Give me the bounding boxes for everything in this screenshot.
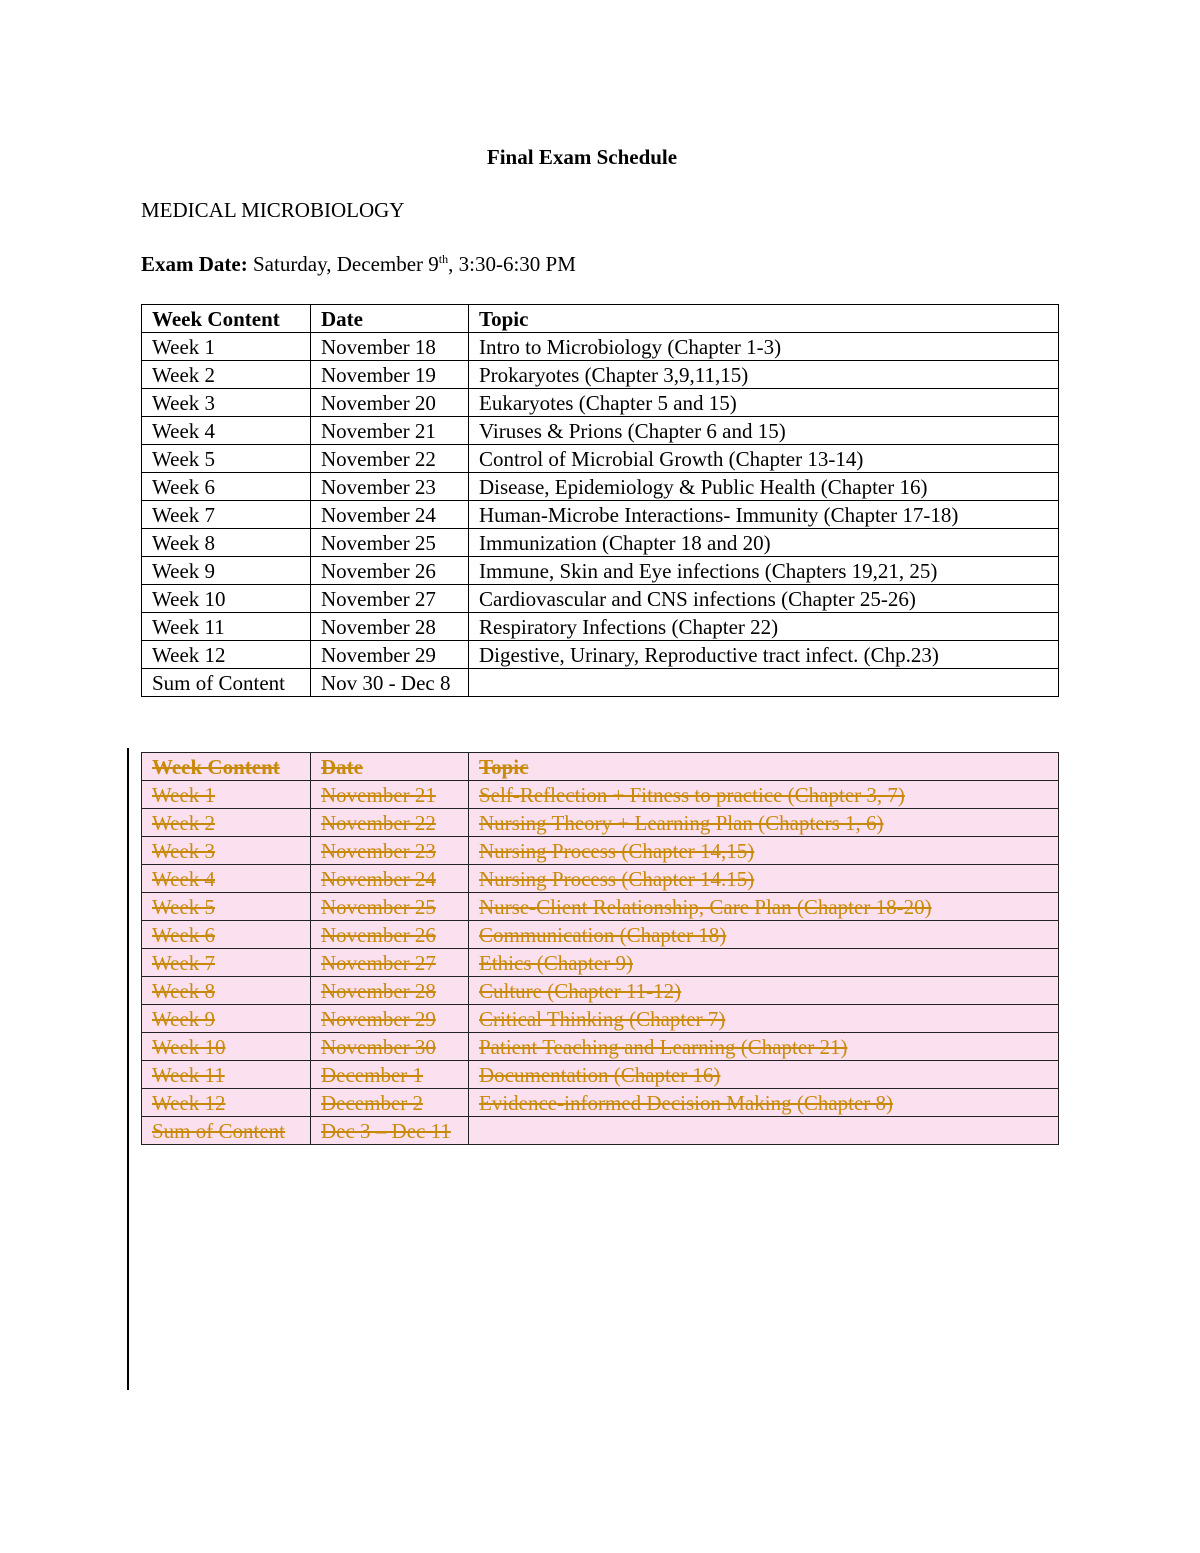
cell-week: Week 7 xyxy=(142,501,311,529)
table-row xyxy=(142,641,1059,669)
cell-week: Week 5 xyxy=(142,445,311,473)
cell-week: Week 12 xyxy=(142,641,311,669)
table-header-row xyxy=(142,753,1059,781)
table-row xyxy=(142,361,1059,389)
table-row xyxy=(142,977,1059,1005)
cell-topic: Nursing Theory + Learning Plan (Chapters 1, 6) xyxy=(469,809,1059,837)
header-topic: Topic xyxy=(469,305,1059,333)
cell-topic: Disease, Epidemiology & Public Health (Chapter 16) xyxy=(469,473,1059,501)
cell-date: November 28 xyxy=(311,613,469,641)
cell-date: November 20 xyxy=(311,389,469,417)
cell-date: Dec 3 – Dec 11 xyxy=(311,1117,469,1145)
header-date: Date xyxy=(311,305,469,333)
exam-date-line xyxy=(141,251,576,277)
cell-date: November 18 xyxy=(311,333,469,361)
table-row xyxy=(142,949,1059,977)
cell-date: November 26 xyxy=(311,921,469,949)
table-row xyxy=(142,865,1059,893)
cell-week: Week 1 xyxy=(142,333,311,361)
cell-week: Week 4 xyxy=(142,865,311,893)
cell-date: November 23 xyxy=(311,473,469,501)
table-row xyxy=(142,1089,1059,1117)
table-row xyxy=(142,585,1059,613)
cell-topic: Human-Microbe Interactions- Immunity (Chapter 17-18) xyxy=(469,501,1059,529)
table-row xyxy=(142,893,1059,921)
cell-week: Sum of Content xyxy=(142,1117,311,1145)
cell-date: November 23 xyxy=(311,837,469,865)
cell-topic: Critical Thinking (Chapter 7) xyxy=(469,1005,1059,1033)
exam-date-label: Exam Date: xyxy=(141,252,248,276)
cell-date: November 30 xyxy=(311,1033,469,1061)
cell-topic: Digestive, Urinary, Reproductive tract infect. (Chp.23) xyxy=(469,641,1059,669)
cell-date: November 21 xyxy=(311,417,469,445)
table-row xyxy=(142,837,1059,865)
cell-date: November 21 xyxy=(311,781,469,809)
exam-date-suffix: th xyxy=(438,252,449,266)
table-row xyxy=(142,809,1059,837)
cell-topic: Nurse-Client Relationship, Care Plan (Chapter 18-20) xyxy=(469,893,1059,921)
table-row xyxy=(142,445,1059,473)
cell-week: Week 5 xyxy=(142,893,311,921)
cell-topic: Eukaryotes (Chapter 5 and 15) xyxy=(469,389,1059,417)
cell-date: November 25 xyxy=(311,893,469,921)
page-title: Final Exam Schedule xyxy=(486,145,678,169)
table-row xyxy=(142,501,1059,529)
table-row xyxy=(142,613,1059,641)
cell-date: November 26 xyxy=(311,557,469,585)
cell-topic: Evidence-informed Decision Making (Chapter 8) xyxy=(469,1089,1059,1117)
cell-topic: Intro to Microbiology (Chapter 1-3) xyxy=(469,333,1059,361)
cell-topic: Self-Reflection + Fitness to practice (Chapter 3, 7) xyxy=(469,781,1059,809)
cell-topic: Nursing Process (Chapter 14.15) xyxy=(469,865,1059,893)
cell-date: November 25 xyxy=(311,529,469,557)
cell-topic xyxy=(469,669,1059,697)
cell-week: Week 11 xyxy=(142,1061,311,1089)
cell-topic: Patient Teaching and Learning (Chapter 21) xyxy=(469,1033,1059,1061)
course-name: MEDICAL MICROBIOLOGY xyxy=(141,198,405,222)
cell-week: Week 7 xyxy=(142,949,311,977)
cell-date: November 24 xyxy=(311,501,469,529)
table-row xyxy=(142,557,1059,585)
cell-week: Week 9 xyxy=(142,1005,311,1033)
cell-week: Week 4 xyxy=(142,417,311,445)
cell-date: November 29 xyxy=(311,641,469,669)
table-row xyxy=(142,1005,1059,1033)
cell-date: November 29 xyxy=(311,1005,469,1033)
cell-topic: Nursing Process (Chapter 14,15) xyxy=(469,837,1059,865)
cell-date: December 1 xyxy=(311,1061,469,1089)
cell-date: November 27 xyxy=(311,585,469,613)
cell-week: Week 6 xyxy=(142,473,311,501)
cell-date: November 19 xyxy=(311,361,469,389)
microbiology-schedule-table xyxy=(141,304,1059,697)
cell-topic: Prokaryotes (Chapter 3,9,11,15) xyxy=(469,361,1059,389)
cell-week: Week 12 xyxy=(142,1089,311,1117)
table-row xyxy=(142,1117,1059,1145)
change-bar xyxy=(127,748,129,1390)
cell-week: Week 1 xyxy=(142,781,311,809)
cell-week: Week 3 xyxy=(142,837,311,865)
cell-date: November 27 xyxy=(311,949,469,977)
exam-date-time: , 3:30-6:30 PM xyxy=(448,252,576,276)
table-row xyxy=(142,781,1059,809)
cell-topic: Viruses & Prions (Chapter 6 and 15) xyxy=(469,417,1059,445)
cell-topic xyxy=(469,1117,1059,1145)
cell-topic: Control of Microbial Growth (Chapter 13-14) xyxy=(469,445,1059,473)
cell-topic: Documentation (Chapter 16) xyxy=(469,1061,1059,1089)
cell-topic: Ethics (Chapter 9) xyxy=(469,949,1059,977)
table-row xyxy=(142,1061,1059,1089)
cell-week: Week 3 xyxy=(142,389,311,417)
cell-topic: Immunization (Chapter 18 and 20) xyxy=(469,529,1059,557)
cell-week: Sum of Content xyxy=(142,669,311,697)
cell-date: November 28 xyxy=(311,977,469,1005)
cell-topic: Culture (Chapter 11-12) xyxy=(469,977,1059,1005)
cell-week: Week 9 xyxy=(142,557,311,585)
cell-week: Week 10 xyxy=(142,1033,311,1061)
header-week-content: Week Content xyxy=(142,305,311,333)
cell-topic: Cardiovascular and CNS infections (Chapter 25-26) xyxy=(469,585,1059,613)
cell-week: Week 10 xyxy=(142,585,311,613)
table-row xyxy=(142,417,1059,445)
table-row xyxy=(142,473,1059,501)
cell-topic: Respiratory Infections (Chapter 22) xyxy=(469,613,1059,641)
table-row xyxy=(142,333,1059,361)
cell-week: Week 6 xyxy=(142,921,311,949)
cell-date: November 22 xyxy=(311,809,469,837)
table-row xyxy=(142,669,1059,697)
cell-week: Week 8 xyxy=(142,529,311,557)
cell-date: Nov 30 - Dec 8 xyxy=(311,669,469,697)
cell-date: November 24 xyxy=(311,865,469,893)
table-row xyxy=(142,921,1059,949)
cell-week: Week 2 xyxy=(142,809,311,837)
cell-topic: Communication (Chapter 18) xyxy=(469,921,1059,949)
exam-date-day: Saturday, December 9 xyxy=(252,252,439,276)
cell-topic: Immune, Skin and Eye infections (Chapters 19,21, 25) xyxy=(469,557,1059,585)
cell-date: November 22 xyxy=(311,445,469,473)
header-date: Date xyxy=(311,753,469,781)
header-week-content: Week Content xyxy=(142,753,311,781)
table-row xyxy=(142,389,1059,417)
cell-week: Week 8 xyxy=(142,977,311,1005)
cell-date: December 2 xyxy=(311,1089,469,1117)
table-row xyxy=(142,1033,1059,1061)
cell-week: Week 11 xyxy=(142,613,311,641)
cell-week: Week 2 xyxy=(142,361,311,389)
struck-nursing-schedule-table xyxy=(141,752,1059,1145)
header-topic: Topic xyxy=(469,753,1059,781)
table-row xyxy=(142,529,1059,557)
table-header-row xyxy=(142,305,1059,333)
